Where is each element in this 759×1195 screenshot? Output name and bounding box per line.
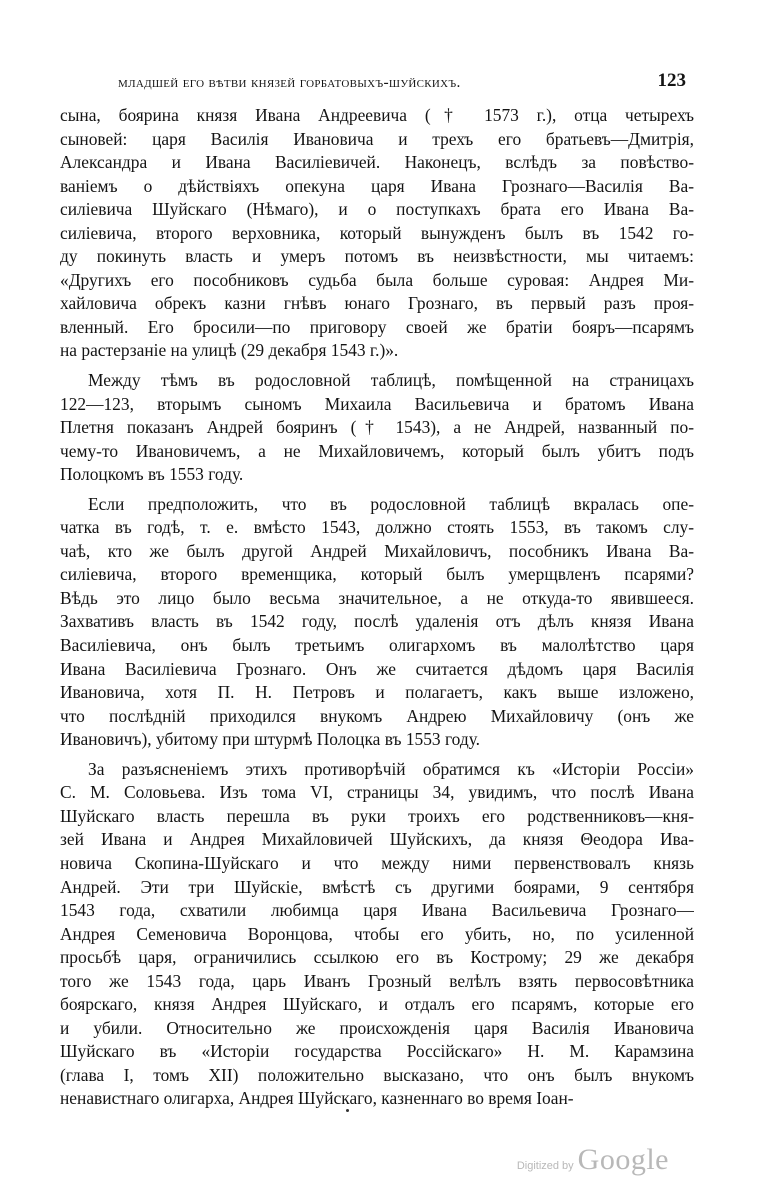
text-line: Александра и Ивана Василіевичей. Наконецъ, вслѣдъ за повѣство- (60, 152, 694, 173)
paragraph (60, 369, 694, 487)
ink-speck (346, 1109, 349, 1112)
text-line: Ивана Василіевича Грознаго. Онъ же считается дѣдомъ царя Василія (60, 658, 694, 679)
text-line: С. М. Соловьева. Изъ тома VI, страницы 34, увидимъ, что послѣ Ивана (60, 782, 694, 803)
text-line: хайловича обрекъ казни гнѣвъ юнаго Грознаго, въ первый разъ проя- (60, 293, 694, 314)
text-line: ваніемъ о дѣйствіяхъ опекуна царя Ивана Грознаго—Василія Ва- (60, 175, 694, 196)
text-line: Василіевича, онъ былъ третьимъ олигархомъ въ малолѣтство царя (60, 635, 694, 656)
text-line: силіевича, второго верховника, который вынужденъ былъ въ 1542 го- (60, 222, 694, 243)
text-line: что послѣдній приходился внукомъ Андрею Михайловичу (онъ же (60, 705, 694, 726)
body-text (60, 104, 694, 1117)
text-line: Если предположить, что въ родословной таблицѣ вкралась опе- (88, 493, 694, 514)
text-line: Шуйскаго власть перешла въ руки троихъ его родственниковъ—кня- (60, 805, 694, 826)
text-line: 1543 года, схватили любимца царя Ивана Васильевича Грознаго— (60, 900, 694, 921)
text-line: и убили. Относительно же происхожденія царя Василія Ивановича (60, 1017, 694, 1038)
running-head (60, 70, 700, 98)
text-line: новича Скопина-Шуйскаго и что между ними первенствовалъ князь (60, 852, 694, 873)
watermark-prefix: Digitized by (516, 1160, 574, 1172)
text-line: чему-то Ивановичемъ, а не Михайловичемъ, который былъ убитъ подъ (60, 440, 694, 461)
paragraph (60, 104, 694, 363)
text-line: Андрей. Эти три Шуйскіе, вмѣстѣ съ другими боярами, 9 сентября (60, 876, 694, 897)
text-line: ду покинуть власть и умеръ потомъ въ неизвѣстности, мы читаемъ: (60, 246, 694, 267)
text-line: ненавистнаго олигарха, Андрея Шуйскаго, казненнаго во время Іоан- (60, 1088, 574, 1109)
digitized-watermark (517, 1143, 669, 1177)
text-line: чатка въ годѣ, т. е. вмѣсто 1543, должно стоять 1553, въ такомъ слу- (60, 517, 694, 538)
text-line: (глава I, томъ XII) положительно высказано, что онъ былъ внукомъ (60, 1064, 694, 1085)
text-line: сыновей: царя Василія Ивановича и трехъ его братьевъ—Дмитрія, (60, 128, 694, 149)
text-line: Ивановичъ), убитому при штурмѣ Полоцка въ 1553 году. (60, 729, 480, 750)
running-title: младшей его вѣтви князей горбатовыхъ-шуйскихъ. (118, 74, 461, 91)
text-line: боярскаго, князя Андрея Шуйскаго, и отдалъ его псарямъ, которые его (60, 994, 694, 1015)
text-line: Вѣдь это лицо было весьма значительное, а не откуда-то явившееся. (60, 587, 694, 608)
text-line: силіевича Шуйскаго (Нѣмаго), и о поступкахъ брата его Ивана Ва- (60, 199, 694, 220)
paragraph (60, 758, 694, 1111)
paragraph (60, 493, 694, 752)
text-line: сына, боярина князя Ивана Андреевича († 1573 г.), отца четырехъ (60, 105, 694, 125)
text-line: вленный. Его бросили—по приговору своей же братіи бояръ—псарямъ (60, 316, 694, 337)
text-line: Плетня показанъ Андрей бояринъ († 1543), а не Андрей, названный по- (60, 417, 694, 438)
text-line: зей Ивана и Андрея Михайловичей Шуйскихъ, да князя Θеодора Ива- (60, 829, 694, 850)
text-line: Захвативъ власть въ 1542 году, послѣ удаленія отъ дѣлъ князя Ивана (60, 611, 694, 632)
text-line: Андрея Семеновича Воронцова, чтобы его убить, но, по усиленной (60, 923, 694, 944)
text-line: Ивановича, хотя П. Н. Петровъ и полагаетъ, какъ выше изложено, (60, 682, 694, 703)
google-logo: Google (577, 1143, 669, 1176)
text-line: Шуйскаго въ «Исторіи государства Россійскаго» Н. М. Карамзина (60, 1041, 694, 1062)
text-line: просьбѣ царя, ограничились ссылкою его въ Кострому; 29 же декабря (60, 947, 694, 968)
text-line: чаѣ, кто же былъ другой Андрей Михайловичъ, пособникъ Ивана Ва- (60, 540, 694, 561)
text-line: силіевича, второго временщика, который былъ умерщвленъ псарями? (60, 564, 694, 585)
text-line: За разъясненіемъ этихъ противорѣчій обратимся къ «Исторіи Россіи» (88, 758, 694, 779)
text-line: того же 1543 года, царь Иванъ Грозный велѣлъ взять первосовѣтника (60, 970, 694, 991)
text-line: «Другихъ его пособниковъ судьба была больше суровая: Андрея Ми- (60, 269, 694, 290)
text-line: Между тѣмъ въ родословной таблицѣ, помѣщенной на страницахъ (88, 370, 694, 391)
page-number: 123 (657, 70, 686, 91)
text-line: 122—123, вторымъ сыномъ Михаила Васильевича и братомъ Ивана (60, 393, 694, 414)
text-line: Полоцкомъ въ 1553 году. (60, 464, 244, 485)
text-line: на растерзаніе на улицѣ (29 декабря 1543 г.)». (60, 340, 399, 361)
